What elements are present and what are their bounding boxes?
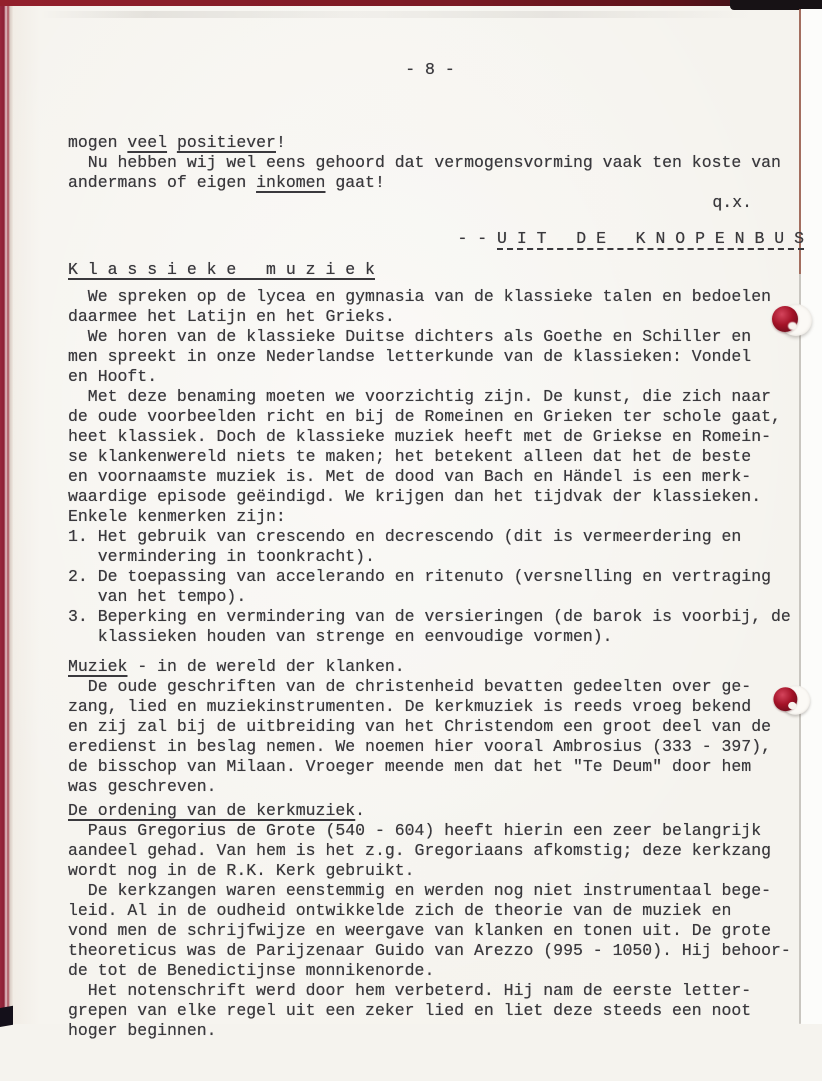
text-segment: en zij zal bij de uitbreiding van het Christendom een groot deel van de [68,717,772,736]
text-segment: klassieken houden van strenge en eenvoudige vormen). [68,627,613,646]
text-segment: . [355,801,366,820]
text-line [68,327,804,347]
text-segment: De ordening van de kerkmuziek [68,801,356,820]
text-line [68,547,804,567]
text-segment: heet klassiek. Doch de klassieke muziek heeft met de Griekse en Romein- [68,427,772,446]
text-line [68,407,804,427]
bottom-left-corner-mark [0,1006,13,1027]
text-segment: mogen [68,133,128,152]
heading-klassieke-muziek [68,260,804,280]
text-line [68,921,804,941]
text-segment: men spreekt in onze Nederlandse letterkunde van de klassieken: Vondel [68,347,752,366]
text-line [68,737,804,757]
text-line [68,821,804,841]
text-segment: veel [127,133,168,152]
text-segment: van het tempo). [68,587,247,606]
text-segment: Met deze benaming moeten we voorzichtig zijn. De kunst, die zich naar [68,387,772,406]
text-segment: We spreken op de lycea en gymnasia van de klassieke talen en bedoelen [68,287,772,306]
text-line [68,941,804,961]
blank-line [68,249,804,260]
top-edge-strip [0,0,822,6]
blank-line [68,280,804,287]
document-lines [68,133,804,1041]
text-segment: ! [275,133,286,152]
heading-uit-de-knopenbus [68,229,804,249]
text-line [68,901,804,921]
list-item-1 [68,527,804,547]
signature [68,193,804,213]
text-segment: positiever [176,133,276,152]
blank-line [68,213,804,229]
text-line [68,1001,804,1021]
text-line [68,1021,804,1041]
text-segment: q.x. [712,193,752,212]
text-segment: vond men de schrijfwijze en weergave van klanken en tonen uit. De grote [68,921,772,940]
text-segment: vermindering in toonkracht). [68,547,375,566]
heading-ordening-kerkmuziek [68,801,804,821]
text-segment: Het notenschrift werd door hem verbeterd. Hij nam de eerste letter- [68,981,752,1000]
text-line [68,347,804,367]
text-line [68,153,804,173]
text-line [68,777,804,797]
text-segment: de oude voorbeelden richt en bij de Romeinen en Grieken ter schole gaat, [68,407,781,426]
heading-muziek [68,657,804,677]
text-segment: waardige episode geëindigd. We krijgen dan het tijdvak der klassieken. [68,487,762,506]
text-segment: was geschreven. [68,777,217,796]
text-line [68,387,804,407]
text-segment: Nu hebben wij wel eens gehoord dat vermogensvorming vaak ten koste van [68,153,781,172]
text-line [68,961,804,981]
text-line [68,627,804,647]
binding-grommet-bottom-icon [770,684,810,717]
text-line [68,287,804,307]
text-line [68,587,804,607]
text-line [68,467,804,487]
text-line [68,427,804,447]
text-segment: theoreticus was de Parijzenaar Guido van Arezzo (995 - 1050). Hij behoor- [68,941,791,960]
typewritten-content [68,20,804,1040]
text-line [68,487,804,507]
text-line [68,757,804,777]
text-line [68,507,804,527]
text-segment: gaat! [325,173,385,192]
scan-smudge [40,11,752,18]
text-segment: 3. Beperking en vermindering van de versieringen (de barok is voorbij, de [68,607,791,626]
text-line [68,307,804,327]
text-line [68,447,804,467]
text-segment: wordt nog in de R.K. Kerk gebruikt. [68,861,415,880]
list-item-3 [68,607,804,627]
text-segment: andermans of eigen [68,173,257,192]
text-segment: De kerkzangen waren eenstemmig en werden nog niet instrumentaal bege- [68,881,772,900]
text-segment [167,133,177,152]
text-segment: de bisschop van Milaan. Vroeger meende men dat het "Te Deum" door hem [68,757,752,776]
text-line [68,881,804,901]
text-segment: hoger beginnen. [68,1021,217,1040]
text-line [68,677,804,697]
binding-grommet-top-icon [768,303,812,339]
text-segment: U I T D E K N O P E N B U S [497,229,804,248]
page-number: - 8 - [405,60,455,79]
text-segment: Enkele kenmerken zijn: [68,507,286,526]
text-segment: - - [457,229,498,248]
text-segment: Muziek [68,657,128,676]
text-segment: en Hooft. [68,367,158,386]
text-line [68,173,804,193]
text-line [68,697,804,717]
text-line [68,861,804,881]
text-segment: K l a s s i e k e m u z i e k [68,260,375,279]
text-segment: zang, lied en muziekinstrumenten. De kerkmuziek is reeds vroeg bekend [68,697,752,716]
text-line [68,367,804,387]
text-segment: de tot de Benedictijnse monnikenorde. [68,961,435,980]
grommet-highlight [788,702,796,709]
text-segment: grepen van elke regel uit een zeker lied en liet deze steeds een noot [68,1001,752,1020]
text-segment: leid. Al in de oudheid ontwikkelde zich de theorie van de muziek en [68,901,732,920]
text-line [68,841,804,861]
text-segment: We horen van de klassieke Duitse dichters als Goethe en Schiller en [68,327,752,346]
text-segment: aandeel gehad. Van hem is het z.g. Gregoriaans afkomstig; deze kerkzang [68,841,772,860]
list-item-2 [68,567,804,587]
text-segment: 2. De toepassing van accelerando en ritenuto (versnelling en vertraging [68,567,772,586]
text-segment: se klankenwereld niets te maken; het betekent alleen dat het de beste [68,447,752,466]
text-segment: eredienst in beslag nemen. We noemen hier vooral Ambrosius (333 - 397), [68,737,772,756]
blank-line [68,647,804,657]
text-segment: en voornaamste muziek is. Met de dood van Bach en Händel is een merk- [68,467,752,486]
text-segment: Paus Gregorius de Grote (540 - 604) heeft hierin een zeer belangrijk [68,821,762,840]
outside-background [801,9,822,1024]
text-segment: inkomen [256,173,326,192]
paragraph-vermogens-line [68,133,804,153]
text-segment: daarmee het Latijn en het Grieks. [68,307,395,326]
binder-spine-left [0,0,13,1024]
text-line [68,717,804,737]
text-segment: De oude geschriften van de christenheid bevatten gedeelten over ge- [68,677,752,696]
text-segment: - in de wereld der klanken. [127,657,405,676]
text-line [68,981,804,1001]
text-segment: 1. Het gebruik van crescendo en decrescendo (dit is vermeerdering en [68,527,742,546]
grommet-highlight [788,322,797,330]
